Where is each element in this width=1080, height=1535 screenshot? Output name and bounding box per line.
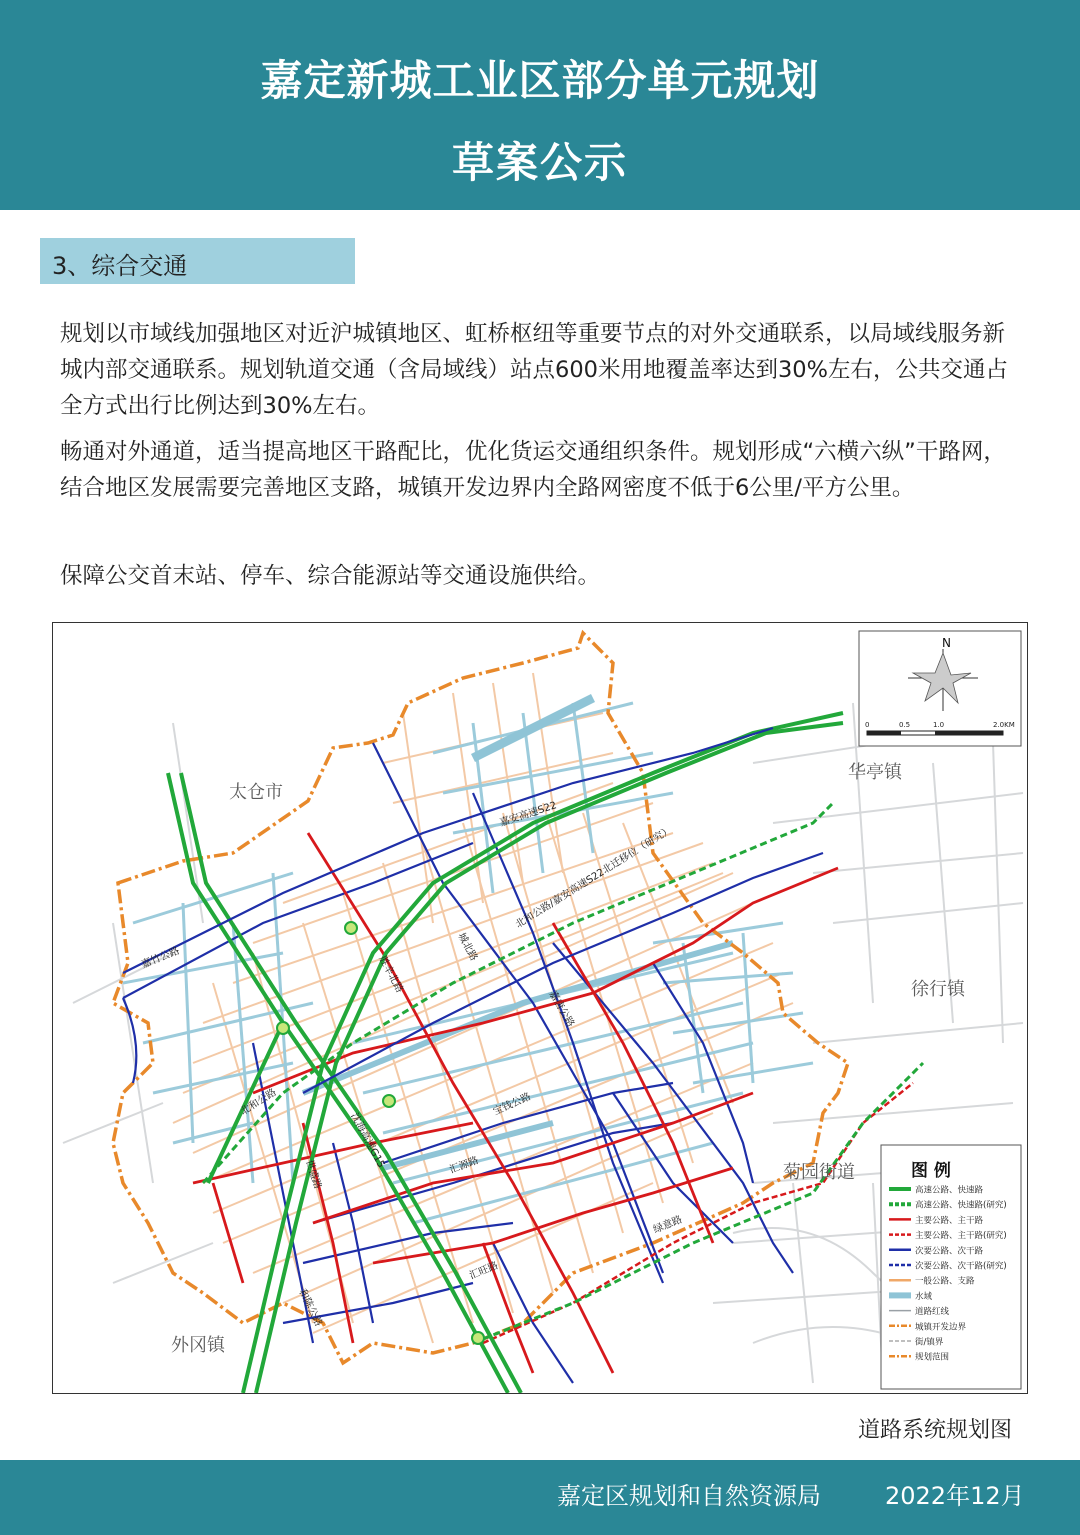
legend-label: 一般公路、支路 bbox=[915, 1276, 975, 1287]
header-banner bbox=[0, 0, 1080, 210]
road-system-map bbox=[52, 622, 1028, 1394]
legend-label: 规划范围 bbox=[915, 1352, 950, 1363]
page-subtitle: 草案公示 bbox=[451, 138, 628, 187]
legend-label: 次要公路、次干路 bbox=[915, 1246, 984, 1257]
road-label-hechen: 和陈公路 bbox=[296, 1287, 324, 1329]
road-label-huiwang: 汇旺路 bbox=[468, 1260, 500, 1282]
legend-label: 城镇开发边界 bbox=[915, 1322, 967, 1333]
road-label-lvye: 绿意路 bbox=[652, 1214, 684, 1236]
legend-label: 高速公路、快速路 bbox=[915, 1185, 984, 1196]
scale-1: 1.0 bbox=[933, 721, 945, 729]
legend-label: 街/镇界 bbox=[915, 1337, 944, 1348]
scale-2km: 2.0KM bbox=[993, 721, 1015, 729]
road-label-beihe-s22: 北和公路/嘉安高速S22北迁移位（研究） bbox=[513, 824, 675, 931]
road-label-beihe: 北和公路 bbox=[238, 1087, 279, 1118]
road-label-g15: 沈海高速G15 bbox=[348, 1111, 387, 1170]
legend-label: 高速公路、快速路(研究) bbox=[915, 1200, 1007, 1211]
road-label-s22: 嘉安高速S22 bbox=[498, 800, 559, 829]
legend-symbol bbox=[889, 1292, 911, 1298]
place-xuhang: 徐行镇 bbox=[911, 979, 965, 1000]
place-waigang: 外冈镇 bbox=[171, 1335, 225, 1356]
road-label-jiazhu: 嘉竹公路 bbox=[140, 945, 182, 971]
paragraph-3: 保障公交首末站、停车、综合能源站等交通设施供给。 bbox=[60, 563, 601, 589]
road-label-shengxin: 胜辛北路 bbox=[376, 954, 405, 995]
road-label-shisheng: 世盛路 bbox=[303, 1158, 323, 1191]
map-legend bbox=[881, 1145, 1021, 1389]
legend-label: 主要公路、主干路 bbox=[915, 1215, 984, 1226]
scale-0-5: 0.5 bbox=[899, 721, 911, 729]
paragraph-1: 规划以市域线加强地区对近沪城镇地区、虹桥枢纽等重要节点的对外交通联系，以局域线服务新城内部交通联系。规划轨道交通（含局域线）站点600米用地覆盖率达到30%左右，公共交通占全方式出行比例达到30%左右。 bbox=[60, 321, 1008, 419]
compass-box bbox=[859, 631, 1021, 746]
footer-agency: 嘉定区规划和自然资源局 bbox=[557, 1482, 821, 1510]
road-label-jiatang: 嘉唐公路 bbox=[546, 989, 576, 1030]
road-label-huiyuan: 汇源路 bbox=[448, 1155, 481, 1176]
legend-label: 水域 bbox=[915, 1291, 933, 1302]
place-juyuan: 菊园街道 bbox=[783, 1162, 855, 1183]
legend-label: 主要公路、主干路(研究) bbox=[915, 1231, 1007, 1242]
road-label-chengbei: 城北路 bbox=[455, 931, 480, 963]
road-label-baoqian: 宝钱公路 bbox=[491, 1091, 533, 1118]
map-canvas bbox=[53, 623, 1027, 1393]
scale-0: 0 bbox=[865, 721, 870, 729]
section-label: 3、综合交通 bbox=[52, 252, 188, 280]
legend-label: 道路红线 bbox=[915, 1307, 950, 1318]
section-heading bbox=[40, 238, 355, 284]
paragraph-2: 畅通对外通道，适当提高地区干路配比，优化货运交通组织条件。规划形成“六横六纵”干路网，结合地区发展需要完善地区支路，城镇开发边界内全路网密度不低于6公里/平方公里。 bbox=[60, 439, 1006, 501]
footer-banner bbox=[0, 1460, 1080, 1535]
footer-date: 2022年12月 bbox=[885, 1482, 1025, 1510]
place-huating: 华亭镇 bbox=[848, 762, 902, 783]
legend-title: 图 例 bbox=[911, 1161, 951, 1181]
map-caption: 道路系统规划图 bbox=[857, 1418, 1012, 1443]
page-title: 嘉定新城工业区部分单元规划 bbox=[260, 56, 820, 105]
place-taicang: 太仓市 bbox=[229, 782, 283, 803]
compass-north: N bbox=[942, 636, 951, 650]
legend-label: 次要公路、次干路(研究) bbox=[915, 1261, 1007, 1272]
